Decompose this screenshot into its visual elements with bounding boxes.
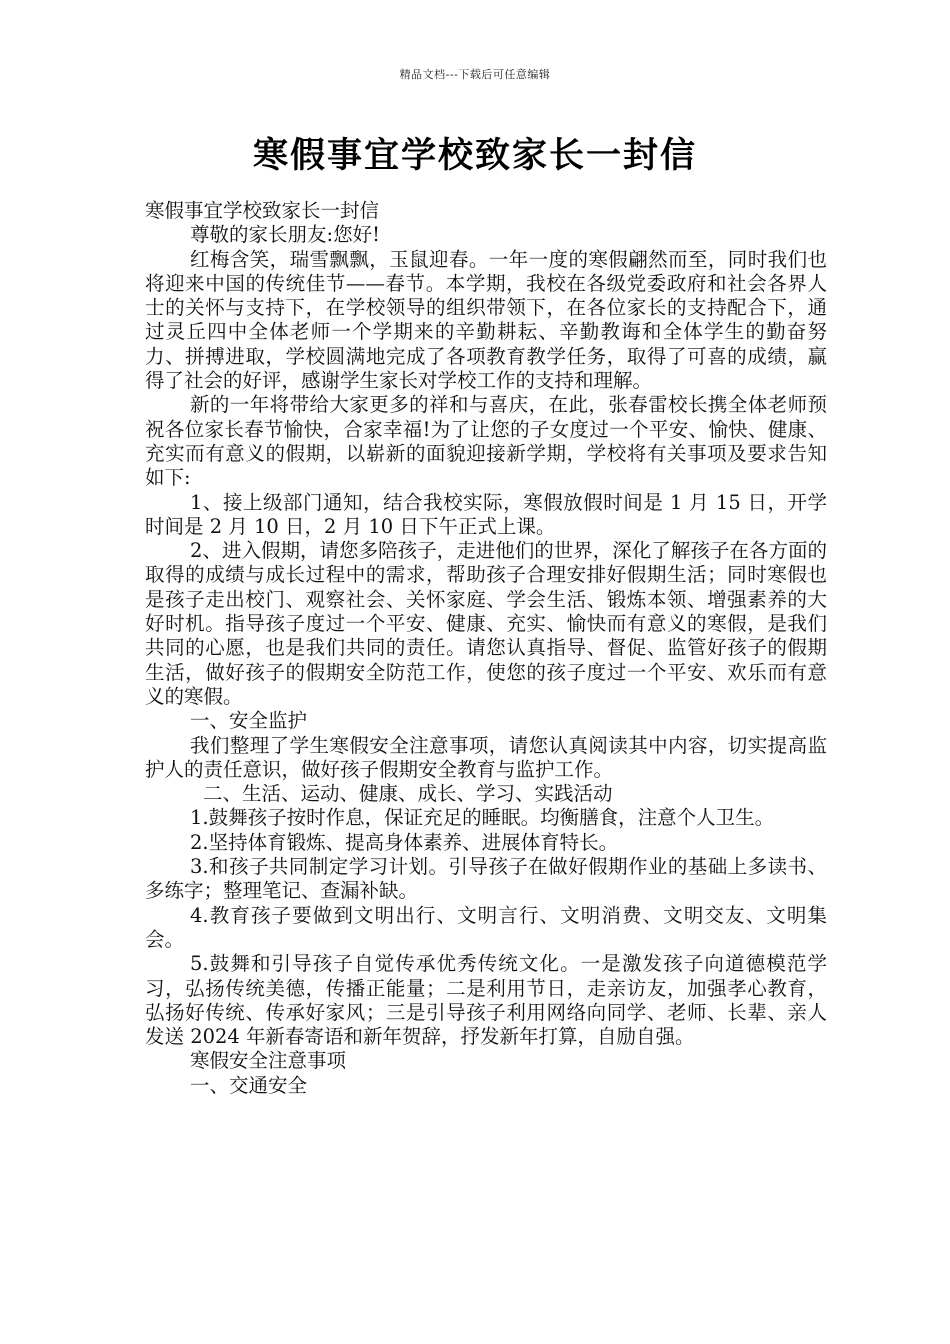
section-heading: 二、生活、运动、健康、成长、学习、实践活动 [203,782,613,806]
paragraph: 新的一年将带给大家更多的祥和与喜庆，在此，张春雷校长携全体老师预祝各位家长春节愉快，合家幸福!为了让您的子女度过一个平安、愉快、健康、充实而有意义的假期，以崭新的面貌迎接新学期，学校将有关事项及要求告知如下: [145,393,827,490]
list-item: 3.和孩子共同制定学习计划。引导孩子在做好假期作业的基础上多读书、多练字；整理笔记、查漏补缺。 [145,855,827,903]
paragraph: 寒假事宜学校致家长一封信 [145,199,380,222]
paragraph: 尊敬的家长朋友:您好! [190,223,380,247]
section-heading: 一、安全监护 [190,709,308,733]
paragraph: 1、接上级部门通知，结合我校实际，寒假放假时间是 1 月 15 日，开学时间是 2 月 10 日，2 月 10 日下午正式上课。 [145,490,827,538]
header-note: 精品文档---下载后可任意编辑 [399,68,551,81]
paragraph: 红梅含笑，瑞雪飘飘，玉鼠迎春。一年一度的寒假翩然而至，同时我们也将迎来中国的传统佳节——春节。本学期，我校在各级党委政府和社会各界人士的关怀与支持下，在学校领导的组织带领下，在各位家长的支持配合下，通过灵丘四中全体老师一个学期来的辛勤耕耘、辛勤教诲和全体学生的勤奋努力、拼搏进取，学校圆满地完成了各项教育教学任务，取得了可喜的成绩，赢得了社会的好评，感谢学生家长对学校工作的支持和理解。 [145,247,827,393]
section-heading: 寒假安全注意事项 [190,1049,347,1073]
paragraph: 2、进入假期，请您多陪孩子，走进他们的世界，深化了解孩子在各方面的取得的成绩与成长过程中的需求，帮助孩子合理安排好假期生活；同时寒假也是孩子走出校门、观察社会、关怀家庭、学会生活、锻炼本领、增强素养的大好时机。指导孩子度过一个平安、健康、充实、愉快而有意义的寒假，是我们共同的心愿，也是我们共同的责任。请您认真指导、督促、监管好孩子的假期生活，做好孩子的假期安全防范工作，使您的孩子度过一个平安、欢乐而有意义的寒假。 [145,539,827,708]
list-item: 2.坚持体育锻炼、提高身体素养、进展体育特长。 [190,830,619,854]
list-item: 4.教育孩子要做到文明出行、文明言行、文明消费、文明交友、文明集会。 [145,903,827,951]
list-item: 1.鼓舞孩子按时作息，保证充足的睡眠。均衡膳食，注意个人卫生。 [190,806,775,830]
paragraph: 我们整理了学生寒假安全注意事项，请您认真阅读其中内容，切实提高监护人的责任意识，做好孩子假期安全教育与监护工作。 [145,733,827,781]
list-item: 5.鼓舞和引导孩子自觉传承优秀传统文化。一是激发孩子向道德模范学习，弘扬传统美德，传播正能量；二是利用节日，走亲访友，加强孝心教育，弘扬好传统、传承好家风；三是引导孩子利用网络向同学、老师、长辈、亲人发送 2024 年新春寄语和新年贺辞，抒发新年打算，自励自强。 [145,952,827,1049]
document-body [145,199,827,1098]
document-title: 寒假事宜学校致家长一封信 [252,135,697,176]
section-heading: 一、交通安全 [190,1073,308,1097]
